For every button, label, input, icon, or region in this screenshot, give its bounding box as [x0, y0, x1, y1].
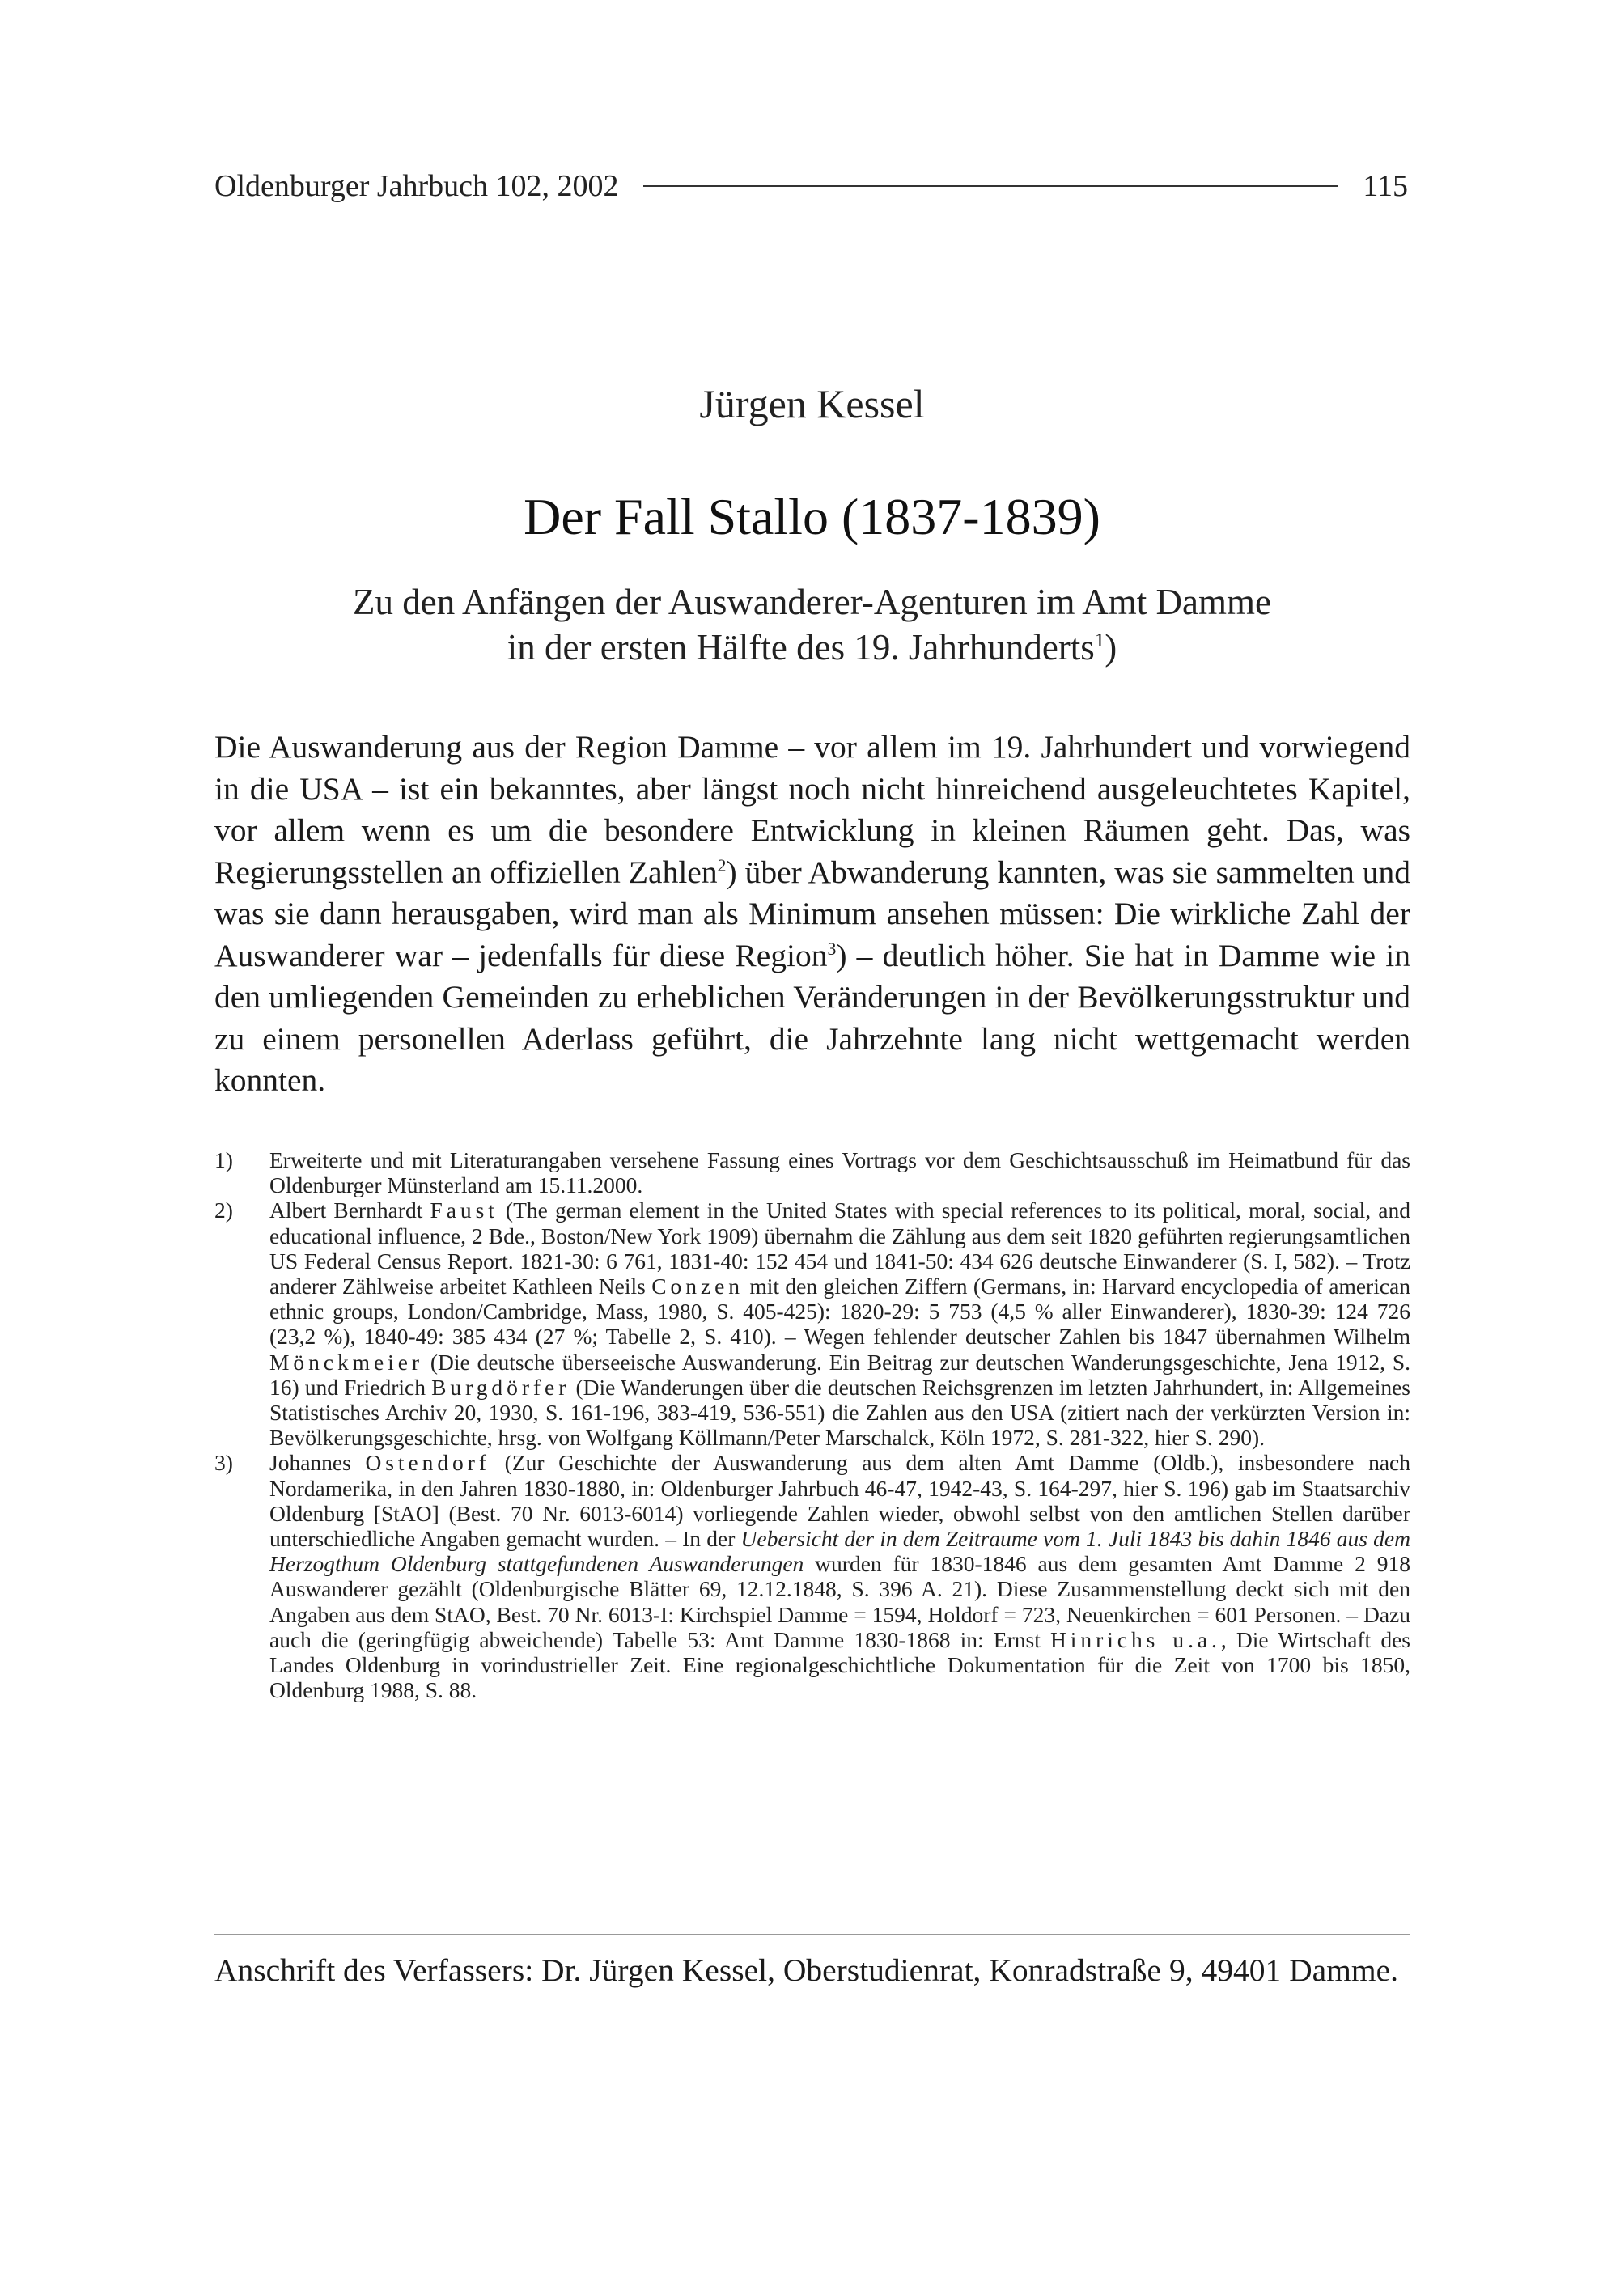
cited-author: Ostendorf [365, 1450, 490, 1476]
footnote-number: 1) [214, 1147, 233, 1172]
subtitle-line-2-text: in der ersten Hälfte des 19. Jahrhunderts [507, 627, 1095, 668]
body-paragraph [214, 727, 1410, 1102]
cited-source-title: Uebersicht der in dem Zeitraume vom 1. Juli 1843 bis dahin 1846 aus dem Herzogthum Oldenburg stattgefundenen Auswanderungen [269, 1526, 1410, 1577]
article-author: Jürgen Kessel [699, 381, 925, 426]
cited-author: Faust [430, 1197, 498, 1223]
running-head [214, 168, 1408, 204]
author-address: Anschrift des Verfassers: Dr. Jürgen Kessel, Oberstudienrat, Konradstraße 9, 49401 Damme. [214, 1952, 1398, 1988]
journal-title: Oldenburger Jahrbuch 102, 2002 [214, 169, 619, 203]
footnote-2 [214, 1197, 1410, 1450]
footnote-text-segment: wurden für 1830-1846 aus dem gesamten Amt Damme 2 918 Auswanderer gezählt (Oldenburgische Blätter 69, 12.12.1848, S. 396 A. 21). Diese Zusammenstellung deckt sich mit den Angaben aus dem StAO, Best. 70 Nr. 6013-I: Kirchspiel Damme = 1594, Holdorf = 723, Neuenkirchen = 601 Personen. – Dazu auch die (geringfügig abweichende) Tabelle 53: Amt Damme 1830-1868 in: Ernst [269, 1551, 1410, 1652]
subtitle-line-2 [0, 625, 1624, 670]
subtitle-line-1: Zu den Anfängen der Auswanderer-Agenturen im Amt Damme [352, 582, 1272, 622]
footnote-text-segment: (Zur Geschichte der Auswanderung aus dem alten Amt Damme (Oldb.), insbesondere nach Nordamerika, in den Jahren 1830-1880, in: Oldenburger Jahrbuch 46-47, 1942-43, S. 164-297, hier S. 196) gab im Staatsarchiv Oldenburg [StAO] (Best. 70 Nr. 6013-6014) vorliegende Zahlen wieder, obwohl selbst von den amtlichen Stellen darüber unterschiedliche Angaben gemacht wurden. – In der [269, 1450, 1410, 1552]
article-title: Der Fall Stallo (1837-1839) [524, 488, 1100, 545]
footnote-text-segment: mit den gleichen Ziffern (Germans, in: Harvard encyclopedia of american ethnic groups, London/Cambridge, Mass, 1980, S. 405-425): 1820-29: 5 753 (4,5 % aller Einwanderer), 1830-39: 124 726 (23,2 %), 1840-49: 385 434 (27 %; Tabelle 2, S. 410). – Wegen fehlender deutscher Zahlen bis 1847 übernahmen Wilhelm [269, 1274, 1411, 1350]
footnote-text [269, 1197, 1410, 1450]
footnote-text [269, 1450, 1410, 1702]
running-head-rule [643, 185, 1339, 187]
footnote-text-segment: (Die Wanderungen über die deutschen Reichsgrenzen im letzten Jahrhundert, in: Allgemeines Statistisches Archiv 20, 1930, S. 161-196, 383-419, 536-551) die Zahlen aus den USA (zitiert nach der verkürzten Version in: Bevölkerungsgeschichte, hrsg. von Wolfgang Köllmann/Peter Marschalck, Köln 1972, S. 281-322, hier S. 290). [269, 1374, 1410, 1451]
footnote-number: 3) [214, 1450, 233, 1476]
footnote-ref-1[interactable]: 1 [1094, 629, 1105, 651]
cited-author: Burgdörfer [431, 1374, 570, 1400]
article-subtitle [0, 579, 1624, 670]
footnote-3 [214, 1450, 1410, 1702]
body-text-part-c: ) – deutlich höher. Sie hat in Damme wie in den umliegenden Gemeinden zu erheblichen Veränderungen in der Bevölkerungsstruktur und zu einem personellen Aderlass geführt, die Jahrzehnte lang nicht wettgemacht werden konnten. [214, 937, 1410, 1098]
body-text-part-a: Die Auswanderung aus der Region Damme – vor allem im 19. Jahrhundert und vorwiegend in die USA – ist ein bekanntes, aber längst noch nicht hinreichend ausgeleuchtetes Kapitel, vor allem wenn es um die besondere Entwicklung in kleinen Räumen geht. Das, was Regierungsstellen an offiziellen Zahlen [214, 729, 1410, 890]
page-number: 115 [1363, 169, 1408, 203]
address-separator-rule [214, 1934, 1410, 1935]
footnotes [214, 1147, 1410, 1702]
footnote-1 [214, 1147, 1410, 1197]
cited-author: Mönckmeier [269, 1349, 424, 1375]
footnote-text-segment: Albert Bernhardt [269, 1197, 430, 1223]
footnote-text-segment: (Die deutsche überseeische Auswanderung. Ein Beitrag zur deutschen Wanderungsgeschichte, Jena 1912, S. 16) und Friedrich [269, 1349, 1410, 1400]
footnote-ref-1-close: ) [1105, 627, 1117, 668]
cited-author: Hinrichs u.a. [1049, 1626, 1221, 1652]
footnote-text-segment: Johannes [269, 1450, 366, 1476]
footnote-text-segment: (The german element in the United States with special references to its political, moral, social, and educational influence, 2 Bde., Boston/New York 1909) übernahm die Zählung aus dem seit 1820 geführten regierungsamtlichen US Federal Census Report. 1821-30: 6 761, 1831-40: 152 454 und 1841-50: 434 626 deutsche Einwanderer (S. I, 582). – Trotz anderer Zählweise arbeitet Kathleen Neils [269, 1197, 1411, 1299]
body-text-part-b: ) über Abwanderung kannten, was sie sammelten und was sie dann herausgaben, wird man als Minimum ansehen müssen: Die wirkliche Zahl der Auswanderer war – jedenfalls für diese Region [214, 854, 1410, 973]
footnote-ref-3[interactable]: 3 [827, 939, 837, 959]
footnote-number: 2) [214, 1197, 233, 1223]
footnote-text: Erweiterte und mit Literaturangaben versehene Fassung eines Vortrags vor dem Geschichtsausschuß im Heimatbund für das Oldenburger Münsterland am 15.11.2000. [269, 1147, 1410, 1198]
footnote-ref-2[interactable]: 2 [717, 855, 727, 875]
cited-author: Conzen [651, 1274, 744, 1299]
footnote-text-segment: , Die Wirtschaft des Landes Oldenburg in vorindustrieller Zeit. Eine regionalgeschichtliche Dokumentation für die Zeit von 1700 bis 1850, Oldenburg 1988, S. 88. [269, 1626, 1410, 1703]
